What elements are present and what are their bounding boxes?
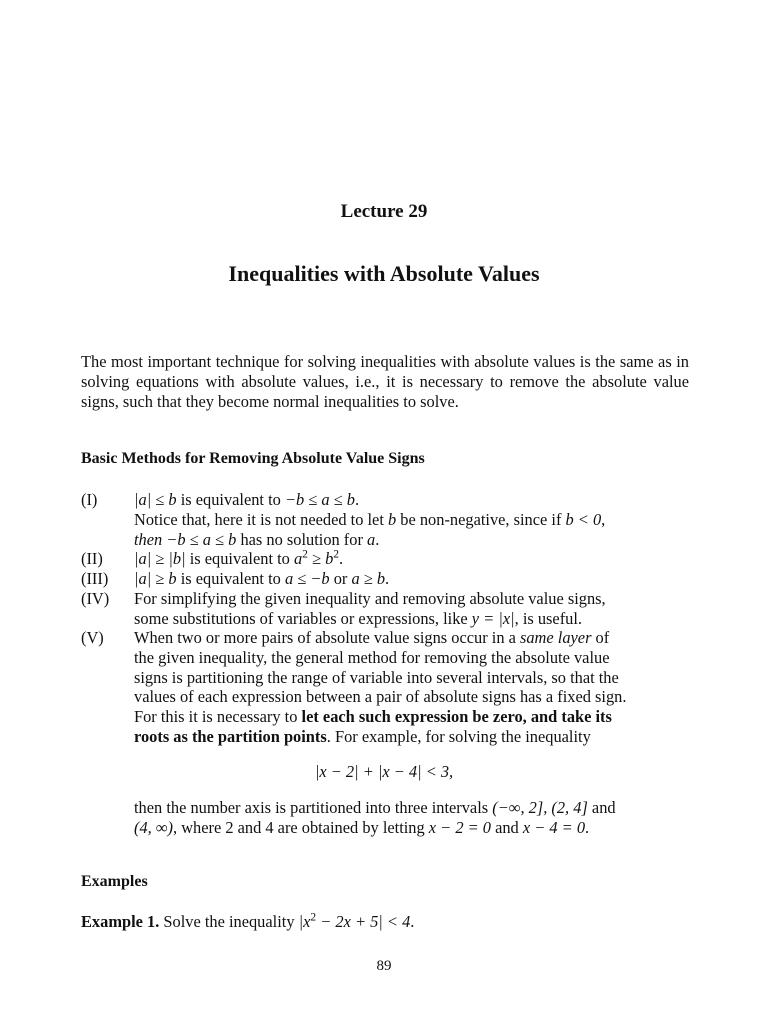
method-label: (IV) [81, 589, 110, 608]
method-body: |a| ≥ |b| is equivalent to $a^2 \ge b^2$. [134, 548, 344, 568]
method-label: (V) [81, 628, 104, 647]
method-body [134, 490, 689, 549]
method-line: Notice that, here it is not needed to let b be non-negative, since if b < 0, [134, 509, 606, 529]
method-body: When two or more pairs of absolute value signs occur in a same layer of the given inequality, the general method for removing the absolute value signs is partitioning the range of variable into several intervals, so that the values of each expression between a pair of absolute signs has a fixed sign. For this it is necessary to let each such expression be zero, and take its roots as the partition points. For example, for solving the inequality [134, 628, 627, 746]
method-body: |a| ≥ b is equivalent to a ≤ −b or a ≥ b. [134, 569, 390, 588]
section-heading: Basic Methods for Removing Absolute Value Signs [81, 450, 425, 467]
page-title: Inequalities with Absolute Values [228, 261, 540, 286]
method-label: (I) [81, 490, 98, 509]
method-item-iv [81, 589, 689, 629]
lecture-number: Lecture 29 [340, 201, 428, 222]
display-equation: |x − 2| + |x − 4| < 3, [314, 762, 454, 781]
examples-heading: Examples [81, 873, 148, 890]
page-number: 89 [376, 958, 392, 974]
example-1: Example 1. Solve the inequality $|x^2 - 2x + 5| < 4$. [81, 911, 415, 931]
method-item-v-continued [81, 798, 689, 838]
method-label: (III) [81, 569, 109, 588]
intro-paragraph: The most important technique for solving inequalities with absolute values is the same as in solving equations with absolute values, i.e., it is necessary to remove the absolute value signs, such that they become normal inequalities to solve. [81, 352, 689, 411]
method-item-ii [81, 549, 689, 569]
example-label: Example 1. [81, 912, 160, 931]
method-label: (II) [81, 549, 103, 568]
method-line: then −b ≤ a ≤ b has no solution for a. [134, 529, 380, 549]
method-item-iii [81, 569, 689, 589]
method-body: then the number axis is partitioned into three intervals (−∞, 2], (2, 4] and (4, ∞), where 2 and 4 are obtained by letting x − 2 = 0 and x − 4 = 0. [134, 798, 616, 837]
method-body: For simplifying the given inequality and removing absolute value signs, some substitutions of variables or expressions, like y = |x|, is useful. [134, 589, 606, 628]
method-item-v [81, 628, 689, 748]
method-item-i [81, 490, 689, 550]
method-line: |a| ≤ b is equivalent to −b ≤ a ≤ b. [134, 490, 360, 509]
